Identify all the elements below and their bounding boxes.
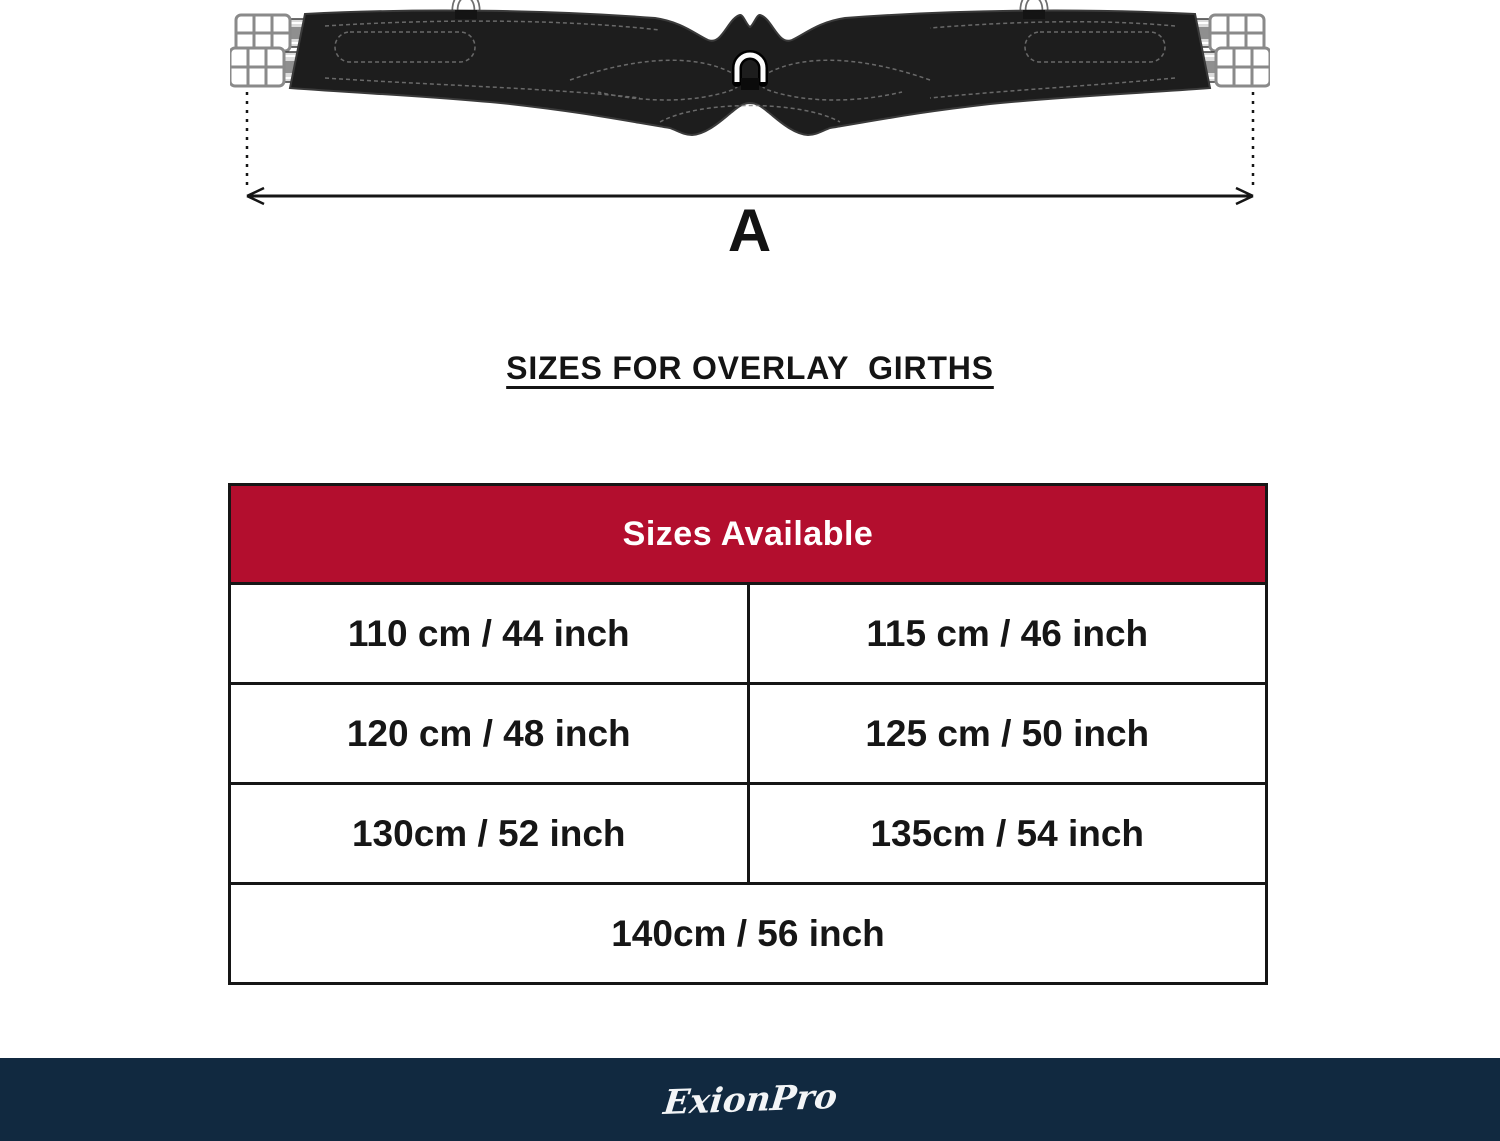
size-cell: 120 cm / 48 inch (230, 684, 749, 784)
dimension-lines (247, 92, 1253, 204)
size-cell: 115 cm / 46 inch (748, 584, 1267, 684)
table-row (230, 884, 1267, 984)
loop-tab-left (455, 10, 477, 19)
size-cell: 110 cm / 44 inch (230, 584, 749, 684)
sizes-table (228, 483, 1268, 985)
table-header: Sizes Available (230, 485, 1267, 584)
table-row (230, 784, 1267, 884)
size-cell: 125 cm / 50 inch (748, 684, 1267, 784)
girth-body (290, 11, 1210, 135)
section-heading-text: SIZES FOR OVERLAY GIRTHS (506, 350, 994, 386)
loop-tab-right (1023, 10, 1045, 19)
size-cell: 140cm / 56 inch (230, 884, 1267, 984)
table-header-row (230, 485, 1267, 584)
table-row (230, 584, 1267, 684)
section-heading (0, 350, 1500, 387)
size-cell: 135cm / 54 inch (748, 784, 1267, 884)
size-cell: 130cm / 52 inch (230, 784, 749, 884)
footer (0, 1058, 1500, 1141)
table-row (230, 684, 1267, 784)
brand-logo: ExionPro (661, 1076, 839, 1123)
dimension-label: A (727, 197, 773, 264)
